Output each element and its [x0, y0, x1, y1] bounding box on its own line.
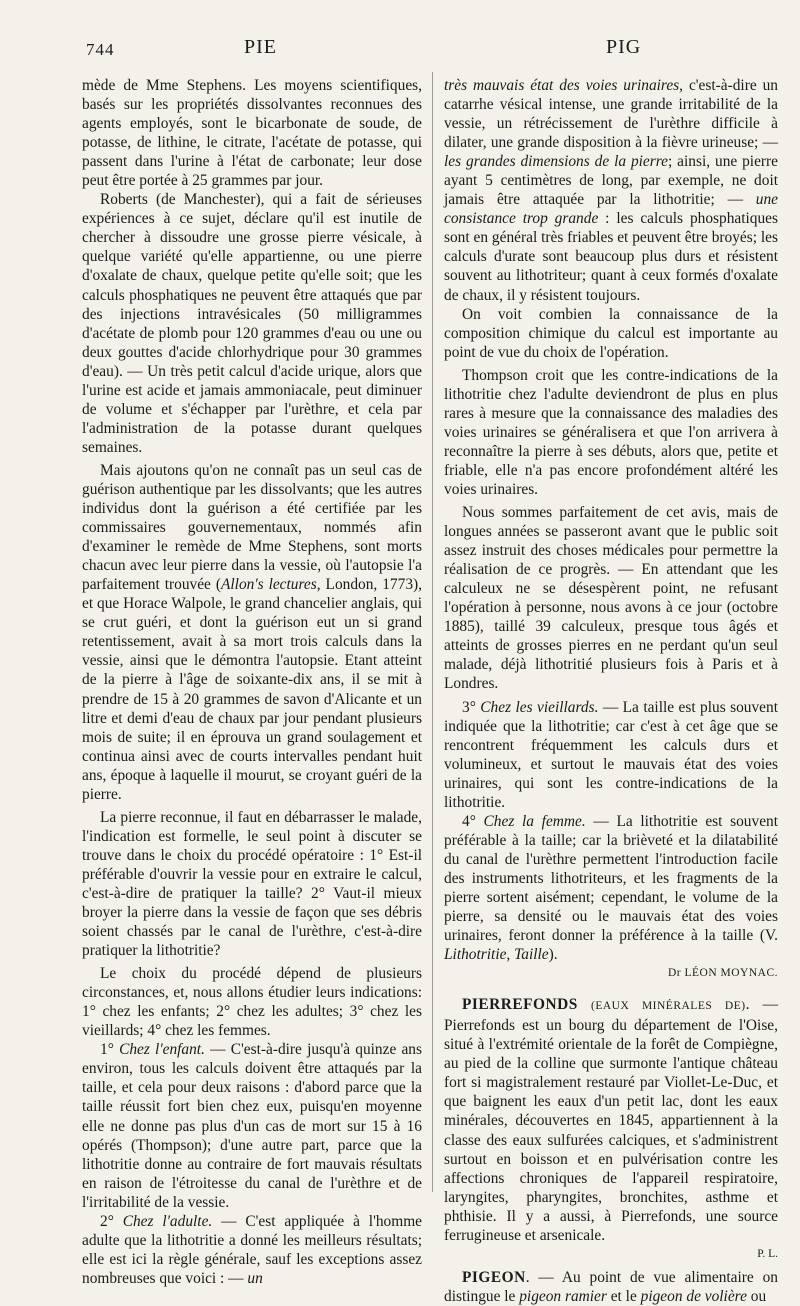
- paragraph: Thompson croit que les contre-indications de la lithotritie chez l'adulte deviendront de plus en plus rares à mesure que la connaissance des maladies des voies urinaires se généralisera et que l'on arrivera à reconnaître la pierre à ses débuts, alors que, petite et friable, elle n'a pas encore profondément altéré les voies urinaires.: [444, 366, 778, 498]
- right-column: [444, 76, 778, 1306]
- entry-title: PIERREFONDS: [462, 996, 578, 1014]
- paragraph: La pierre reconnue, il faut en débarrasser le malade, l'indication est formelle, le seul point à discuter se trouve dans le choix du procédé opératoire : 1° Est-il préférable d'ouvrir la vessie pour en extraire le calcul, c'est-à-dire de pratiquer la taille? 2° Vaut-il mieux broyer la pierre dans la vessie de façon que ses débris soient chassés par le canal de l'urèthre, c'est-à-dire pratiquer la lithotritie?: [82, 808, 422, 960]
- paragraph: 1° Chez l'enfant. — C'est-à-dire jusqu'à quinze ans environ, tous les calculs doivent être attaqués par la taille, et cela pour deux raisons : d'abord parce que la taille réussit fort bien chez eux, puisqu'en moyenne elle ne donne pas plus d'un cas de mort sur 15 à 16 opérés (Thompson); d'une autre part, parce que la lithotritie donne au contraire de fort mauvais résultats en raison de l'étroitesse du canal de l'urèthre et de l'irritabilité de la vessie.: [82, 1041, 422, 1211]
- page-number: 744: [86, 40, 115, 59]
- entry-pigeon: PIGEON. — Au point de vue alimentaire on distingue le pigeon ramier et le pigeon de volière ou: [444, 1268, 778, 1305]
- entry-signature: P. L.: [757, 1247, 778, 1260]
- paragraph: Le choix du procédé dépend de plusieurs circonstances, et, nous allons étudier leurs indications: 1° chez les enfants; 2° chez les adultes; 3° chez les vieillards; 4° chez les femmes.: [82, 965, 422, 1040]
- paragraph: Mais ajoutons qu'on ne connaît pas un seul cas de guérison authentique par les dissolvants; que les autres individus dont la guérison a été certifiée par les commissaires gouvernementaux, nommés afin d'examiner le remède de Mme Stephens, sont morts chacun avec leur pierre dans la vessie, où l'autopsie l'a parfaitement trouvée (Allon's lectures, London, 1773), et que Horace Walpole, le grand chancelier anglais, qui se crut guéri, et dont la guérison eut un si grand retentissement, avait à sa mort trois calculs dans la vessie, ainsi que le démontra l'autopsie. Etant atteint de la pierre à l'âge de soixante-dix ans, il se mit à prendre de 15 à 20 grammes de savon d'Alicante et un litre et demi d'eau de chaux par jour pendant plusieurs mois de suite; il en éprouva un grand soulagement et continua ainsi avec de courts intervalles pendant huit ans, époque à laquelle il mourut, se croyant guéri de la pierre.: [82, 461, 422, 803]
- paragraph: Nous sommes parfaitement de cet avis, mais de longues années se passeront avant que le public soit assez instruit des choses médicales pour permettre la réalisation de ce progrès. — En attendant que les calculeux ne se désespèrent point, ne refusant l'opération à personne, nous avons à ce jour (octobre 1885), taillé 39 calculeux, presque tous âgés et atteints de grosses pierres en ne perdant qu'un seul malade, déjà lithotritié plusieurs fois à Paris et à Londres.: [444, 504, 778, 693]
- paragraph: 4° Chez la femme. — La lithotritie est souvent préférable à la taille; car la brièveté et la dilatabilité du canal de l'urèthre permettent l'introduction facile des instruments lithotriteurs, et les fragments de la pierre sortent aisément; cependant, le volume de la pierre, sa densité ou le mauvais état des voies urinaires, feront donner la préférence à la taille (V. Lithotritie, Taille).: [444, 812, 778, 964]
- paragraph: 2° Chez l'adulte. — C'est appliquée à l'homme adulte que la lithotritie a donné les meilleurs résultats; elle est ici la règle générale, sauf les exceptions assez nombreuses que voici : — un: [82, 1212, 423, 1287]
- paragraph: Roberts (de Manchester), qui a fait de sérieuses expériences à ce sujet, déclare qu'il est inutile de chercher à dissoudre une grosse pierre vésicale, à quelque variété qu'elle appartienne, ou une pierre d'oxalate de chaux, quelque petite qu'elle soit; que les calculs phosphatiques ne peuvent être attaqués que par des injections intravésicales (50 milligrammes d'acétate de plomb pour 120 grammes d'eau ou une ou deux gouttes d'acide chlorhydrique pour 30 grammes d'eau). — Un très petit calcul d'acide urique, alors que l'urine est acide et jamais ammoniacale, peut diminuer de volume et s'échapper par l'urèthre, et cela par l'administration de la potasse durant quelques semaines.: [82, 191, 422, 456]
- paragraph: 3° Chez les vieillards. — La taille est plus souvent indiquée que la lithotritie; car c'est à cet âge que se rencontrent fréquemment les calculs durs et volumineux, et surtout le mauvais état des voies urinaires, qui sont les contre-indications de la lithotritie.: [444, 698, 778, 811]
- column-divider: [432, 72, 433, 1192]
- paragraph: très mauvais état des voies urinaires, c'est-à-dire un catarrhe vésical intense, une grande irritabilité de la vessie, un rétrécissement de l'urèthre difficile à dilater, une grande disposition à la fièvre urineuse; — les grandes dimensions de la pierre; ainsi, une pierre ayant 5 centimètres de long, par exemple, ne doit jamais être attaquée par la lithotritie; — une consistance trop grande : les calculs phosphatiques sont en général très friables et peuvent être broyés; les calculs d'urate sont beaucoup plus durs et résistent souvent au lithotriteur; quant à ceux formés d'oxalate de chaux, il y résistent toujours.: [444, 77, 779, 304]
- left-running-head: PIE: [244, 36, 277, 58]
- left-column: [82, 76, 422, 1288]
- right-running-head: PIG: [606, 36, 642, 58]
- entry-pierrefonds: PIERREFONDS (EAUX MINÉRALES DE). — Pierrefonds est un bourg du département de l'Oise, situé à l'extrémité orientale de la forêt de Compiègne, au pied de la colline que surmonte l'antique château fort si magistralement restauré par Viollet-Le-Duc, et que baignent les eaux d'un petit lac, dont les eaux minérales, découvertes en 1845, appartiennent à la classe des eaux sulfurées calciques, et s'administrent surtout en boisson et en pulvérisation contre les affections chroniques de l'appareil respiratoire, laryngites, pharyngites, bronchites, asthme et phthisie. Il y a aussi, à Pierrefonds, une source ferrugineuse et arsenicale.: [444, 996, 778, 1244]
- paragraph: mède de Mme Stephens. Les moyens scientifiques, basés sur les propriétés dissolvantes reconnues des agents employés, sont le bicarbonate de soude, de potasse, de lithine, le citrate, l'acétate de potasse, qui passent dans l'urine à l'état de carbonate; leur dose peut être portée à 25 grammes par jour.: [82, 77, 422, 190]
- entry-subtitle: (EAUX MINÉRALES DE): [590, 1000, 746, 1013]
- paragraph: On voit combien la connaissance de la composition chimique du calcul est importante au point de vue du choix de l'opération.: [444, 305, 778, 361]
- author-signature: Dr LÉON MOYNAC.: [667, 967, 778, 980]
- entry-title: PIGEON: [462, 1268, 526, 1286]
